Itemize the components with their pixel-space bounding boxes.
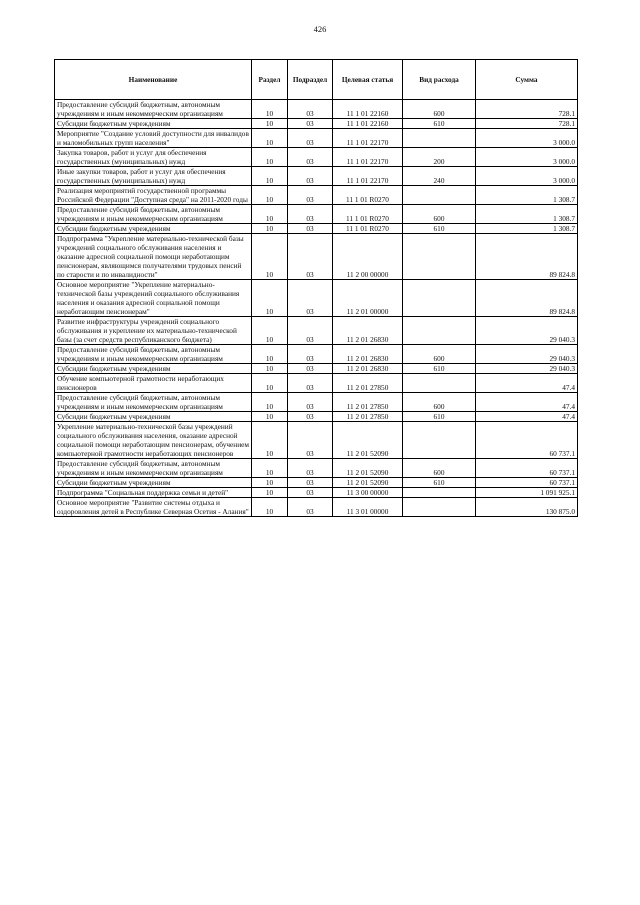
cell-article: 11 1 01 R0270 [333, 186, 403, 205]
cell-section: 10 [252, 393, 288, 412]
cell-section: 10 [252, 234, 288, 280]
table-row [55, 345, 578, 364]
cell-section: 10 [252, 205, 288, 224]
cell-name: Закупка товаров, работ и услуг для обеспечения государственных (муниципальных) нужд [55, 148, 252, 167]
table-row [55, 186, 578, 205]
table-row [55, 167, 578, 186]
cell-subsection: 03 [288, 498, 333, 517]
cell-subsection: 03 [288, 100, 333, 119]
cell-subsection: 03 [288, 393, 333, 412]
cell-section: 10 [252, 345, 288, 364]
table-row [55, 119, 578, 129]
cell-subsection: 03 [288, 234, 333, 280]
cell-section: 10 [252, 374, 288, 393]
cell-name: Реализация мероприятий государственной программы Российской Федерации "Доступная среда" на 2011-2020 годы [55, 186, 252, 205]
cell-expense-type: 610 [403, 478, 476, 488]
cell-name: Укрепление материально-технической базы учреждений социального обслуживания населения, оказание адресной социальной помощи неработающим пенсионерам, обучением компьютерной грамотности неработающих пенсионеров [55, 422, 252, 459]
cell-expense-type: 610 [403, 412, 476, 422]
cell-sum: 60 737.1 [476, 459, 578, 478]
table-row [55, 478, 578, 488]
cell-name: Субсидии бюджетным учреждениям [55, 478, 252, 488]
cell-name: Субсидии бюджетным учреждениям [55, 412, 252, 422]
cell-section: 10 [252, 488, 288, 498]
cell-expense-type: 610 [403, 364, 476, 374]
cell-sum: 130 875.0 [476, 498, 578, 517]
cell-article: 11 1 01 R0270 [333, 205, 403, 224]
cell-subsection: 03 [288, 205, 333, 224]
cell-section: 10 [252, 317, 288, 345]
cell-sum: 1 308.7 [476, 186, 578, 205]
cell-article: 11 3 00 00000 [333, 488, 403, 498]
cell-article: 11 2 01 00000 [333, 280, 403, 317]
cell-name: Обучение компьютерной грамотности неработающих пенсионеров [55, 374, 252, 393]
table-row [55, 234, 578, 280]
table-row [55, 129, 578, 148]
cell-expense-type: 200 [403, 148, 476, 167]
cell-name: Предоставление субсидий бюджетным, автономным учреждениям и иным некоммерческим организациям [55, 100, 252, 119]
cell-sum: 60 737.1 [476, 478, 578, 488]
cell-subsection: 03 [288, 280, 333, 317]
cell-article: 11 1 01 22170 [333, 148, 403, 167]
cell-sum: 1 308.7 [476, 224, 578, 234]
cell-expense-type: 240 [403, 167, 476, 186]
cell-section: 10 [252, 186, 288, 205]
cell-name: Основное мероприятие "Укрепление материально-технической базы учреждений социального обслуживания населения и оказания адресной социальной помощи неработающим пенсионерам" [55, 280, 252, 317]
cell-subsection: 03 [288, 412, 333, 422]
cell-section: 10 [252, 498, 288, 517]
table-row [55, 364, 578, 374]
cell-name: Предоставление субсидий бюджетным, автономным учреждениям и иным некоммерческим организациям [55, 393, 252, 412]
cell-sum: 47.4 [476, 412, 578, 422]
cell-name: Предоставление субсидий бюджетным, автономным учреждениям и иным некоммерческим организациям [55, 459, 252, 478]
cell-article: 11 2 01 26830 [333, 364, 403, 374]
cell-subsection: 03 [288, 317, 333, 345]
cell-subsection: 03 [288, 186, 333, 205]
cell-article: 11 2 00 00000 [333, 234, 403, 280]
cell-section: 10 [252, 412, 288, 422]
cell-article: 11 3 01 00000 [333, 498, 403, 517]
table-row [55, 393, 578, 412]
cell-sum: 1 091 925.1 [476, 488, 578, 498]
cell-sum: 1 308.7 [476, 205, 578, 224]
cell-section: 10 [252, 100, 288, 119]
cell-sum: 29 040.3 [476, 317, 578, 345]
table-row [55, 280, 578, 317]
cell-subsection: 03 [288, 422, 333, 459]
header-subsection: Подраздел [288, 60, 333, 100]
cell-name: Подпрограмма "Укрепление материально-технической базы учреждений социального обслуживания населения и оказание адресной социальной помощи неработающим пенсионерам, являющимся получателями трудовых пенсий по старости и по инвалидности" [55, 234, 252, 280]
cell-expense-type [403, 422, 476, 459]
cell-section: 10 [252, 280, 288, 317]
cell-article: 11 2 01 52090 [333, 459, 403, 478]
cell-section: 10 [252, 422, 288, 459]
cell-expense-type: 600 [403, 345, 476, 364]
cell-subsection: 03 [288, 129, 333, 148]
header-sum: Сумма [476, 60, 578, 100]
cell-sum: 3 000.0 [476, 148, 578, 167]
cell-name: Мероприятие "Создание условий доступности для инвалидов и маломобильных групп населения" [55, 129, 252, 148]
cell-expense-type [403, 186, 476, 205]
cell-sum: 728.1 [476, 100, 578, 119]
table-row [55, 498, 578, 517]
cell-subsection: 03 [288, 488, 333, 498]
cell-article: 11 2 01 52090 [333, 478, 403, 488]
cell-section: 10 [252, 224, 288, 234]
cell-subsection: 03 [288, 364, 333, 374]
cell-sum: 728.1 [476, 119, 578, 129]
cell-expense-type [403, 129, 476, 148]
cell-subsection: 03 [288, 148, 333, 167]
cell-sum: 60 737.1 [476, 422, 578, 459]
cell-name: Предоставление субсидий бюджетным, автономным учреждениям и иным некоммерческим организациям [55, 345, 252, 364]
cell-article: 11 2 01 26830 [333, 317, 403, 345]
cell-subsection: 03 [288, 167, 333, 186]
cell-name: Развитие инфраструктуры учреждений социального обслуживания и укрепление их материально-технической базы (за счет средств республиканского бюджета) [55, 317, 252, 345]
cell-section: 10 [252, 148, 288, 167]
table-row [55, 148, 578, 167]
cell-article: 11 1 01 22160 [333, 119, 403, 129]
cell-name: Субсидии бюджетным учреждениям [55, 119, 252, 129]
table-row [55, 412, 578, 422]
cell-expense-type [403, 488, 476, 498]
cell-name: Предоставление субсидий бюджетным, автономным учреждениям и иным некоммерческим организациям [55, 205, 252, 224]
cell-article: 11 2 01 26830 [333, 345, 403, 364]
cell-subsection: 03 [288, 119, 333, 129]
table-row [55, 488, 578, 498]
cell-article: 11 2 01 27850 [333, 393, 403, 412]
cell-expense-type: 600 [403, 393, 476, 412]
cell-section: 10 [252, 459, 288, 478]
cell-subsection: 03 [288, 224, 333, 234]
cell-expense-type: 610 [403, 224, 476, 234]
table-row [55, 374, 578, 393]
cell-section: 10 [252, 364, 288, 374]
cell-article: 11 1 01 22160 [333, 100, 403, 119]
cell-section: 10 [252, 129, 288, 148]
table-header-row [55, 60, 578, 100]
cell-expense-type [403, 317, 476, 345]
cell-sum: 47.4 [476, 374, 578, 393]
cell-expense-type [403, 374, 476, 393]
cell-name: Субсидии бюджетным учреждениям [55, 364, 252, 374]
cell-sum: 29 040.3 [476, 364, 578, 374]
cell-name: Основное мероприятие "Развитие системы отдыха и оздоровления детей в Республике Северная Осетия - Алания" [55, 498, 252, 517]
cell-expense-type: 600 [403, 100, 476, 119]
cell-sum: 3 000.0 [476, 129, 578, 148]
header-section: Раздел [252, 60, 288, 100]
cell-article: 11 1 01 R0270 [333, 224, 403, 234]
cell-expense-type [403, 234, 476, 280]
cell-sum: 3 000.0 [476, 167, 578, 186]
cell-sum: 89 824.8 [476, 234, 578, 280]
page-number: 426 [313, 24, 327, 34]
table-row [55, 422, 578, 459]
cell-expense-type: 600 [403, 205, 476, 224]
header-expense-type: Вид расхода [403, 60, 476, 100]
header-name: Наименование [55, 60, 252, 100]
cell-name: Субсидии бюджетным учреждениям [55, 224, 252, 234]
cell-expense-type: 600 [403, 459, 476, 478]
cell-section: 10 [252, 478, 288, 488]
table-row [55, 224, 578, 234]
table-row [55, 317, 578, 345]
cell-article: 11 2 01 27850 [333, 374, 403, 393]
table-body [55, 100, 578, 517]
cell-section: 10 [252, 119, 288, 129]
cell-name: Подпрограмма "Социальная поддержка семьи и детей" [55, 488, 252, 498]
cell-subsection: 03 [288, 345, 333, 364]
cell-expense-type [403, 280, 476, 317]
cell-expense-type [403, 498, 476, 517]
cell-article: 11 2 01 27850 [333, 412, 403, 422]
cell-article: 11 2 01 52090 [333, 422, 403, 459]
cell-article: 11 1 01 22170 [333, 167, 403, 186]
cell-section: 10 [252, 167, 288, 186]
budget-table [54, 59, 578, 517]
cell-name: Иные закупки товаров, работ и услуг для обеспечения государственных (муниципальных) нужд [55, 167, 252, 186]
table-row [55, 205, 578, 224]
cell-subsection: 03 [288, 478, 333, 488]
table-row [55, 100, 578, 119]
cell-sum: 47.4 [476, 393, 578, 412]
cell-subsection: 03 [288, 459, 333, 478]
cell-expense-type: 610 [403, 119, 476, 129]
header-article: Целевая статья [333, 60, 403, 100]
cell-subsection: 03 [288, 374, 333, 393]
cell-sum: 29 040.3 [476, 345, 578, 364]
cell-article: 11 1 01 22170 [333, 129, 403, 148]
cell-sum: 89 824.8 [476, 280, 578, 317]
table-row [55, 459, 578, 478]
